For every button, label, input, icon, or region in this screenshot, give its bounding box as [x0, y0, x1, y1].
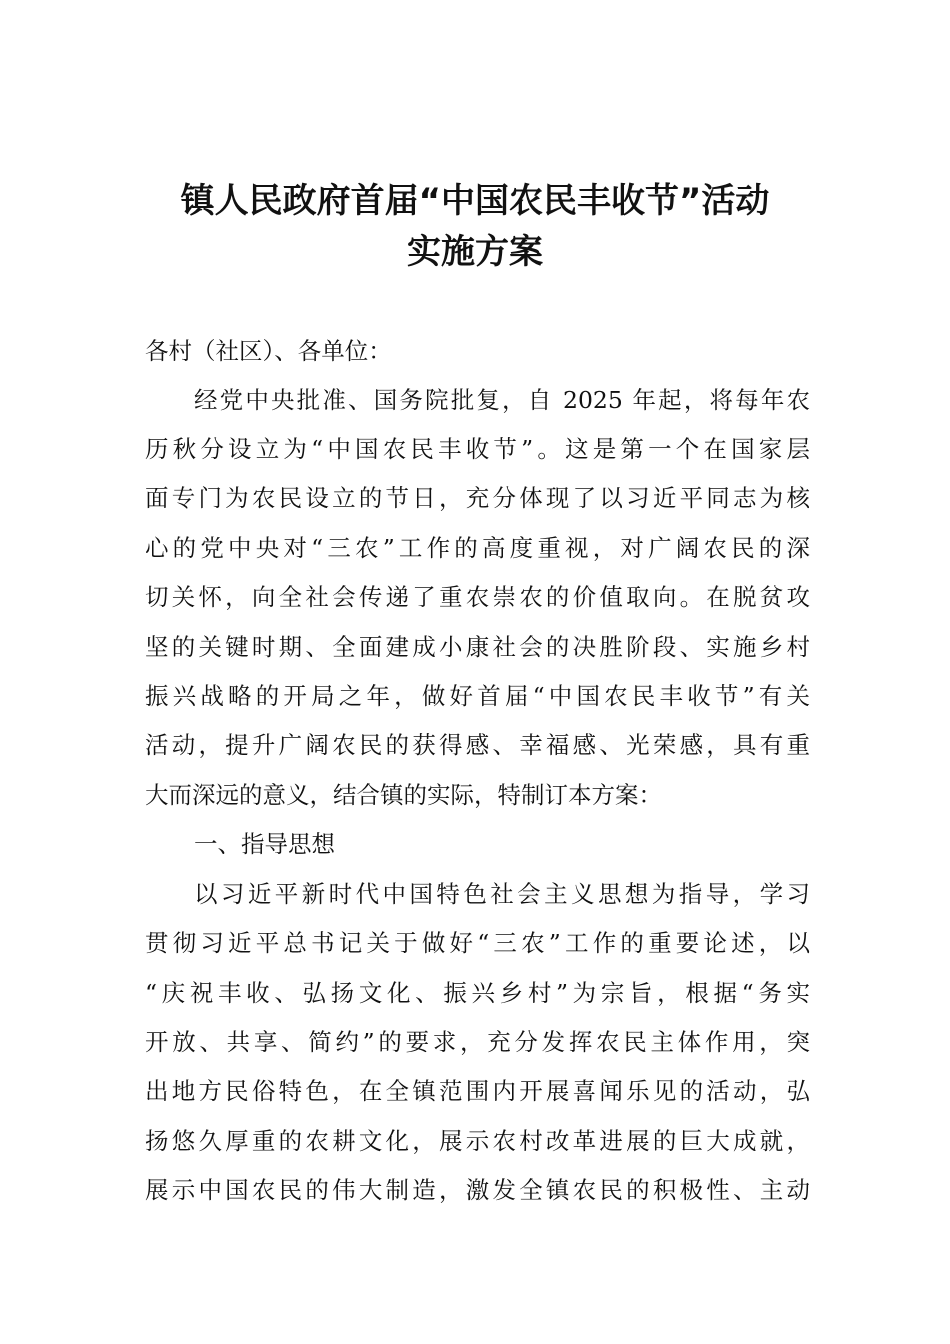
paragraph-1-line: 历秋分设立为“中国农民丰收节”。这是第一个在国家层 — [145, 435, 810, 463]
paragraph-2-line: 扬悠久厚重的农耕文化，展示农村改革进展的巨大成就， — [145, 1127, 810, 1155]
paragraph-1-line: 面专门为农民设立的节日，充分体现了以习近平同志为核 — [145, 484, 810, 512]
paragraph-1-line: 心的党中央对“三农”工作的高度重视，对广阔农民的深 — [145, 534, 810, 562]
paragraph-1-line: 切关怀，向全社会传递了重农崇农的价值取向。在脱贫攻 — [145, 583, 810, 611]
paragraph-1-line: 经党中央批准、国务院批复，自 2025 年起，将每年农 — [194, 386, 810, 414]
document-title-line-2: 实施方案 — [407, 232, 543, 272]
section-heading: 一、指导思想 — [194, 830, 335, 858]
paragraph-2-line: 出地方民俗特色，在全镇范围内开展喜闻乐见的活动，弘 — [145, 1077, 810, 1105]
document-title-line-1: 镇人民政府首届“中国农民丰收节”活动 — [180, 181, 770, 221]
paragraph-2-line: 以习近平新时代中国特色社会主义思想为指导，学习 — [194, 880, 810, 908]
paragraph-1-line: 大而深远的意义，结合镇的实际，特制订本方案： — [145, 781, 662, 809]
paragraph-2-line: 展示中国农民的伟大制造，激发全镇农民的积极性、主动 — [145, 1176, 810, 1204]
salutation: 各村（社区）、各单位： — [145, 337, 392, 365]
paragraph-1-line: 活动，提升广阔农民的获得感、幸福感、光荣感，具有重 — [145, 731, 810, 759]
paragraph-2-line: “庆祝丰收、弘扬文化、振兴乡村”为宗旨，根据“务实 — [145, 979, 810, 1007]
paragraph-2-line: 开放、共享、简约”的要求，充分发挥农民主体作用，突 — [145, 1028, 810, 1056]
paragraph-1-line: 振兴战略的开局之年，做好首届“中国农民丰收节”有关 — [145, 682, 810, 710]
paragraph-2-line: 贯彻习近平总书记关于做好“三农”工作的重要论述，以 — [145, 929, 810, 957]
paragraph-1-line: 坚的关键时期、全面建成小康社会的决胜阶段、实施乡村 — [145, 633, 810, 661]
